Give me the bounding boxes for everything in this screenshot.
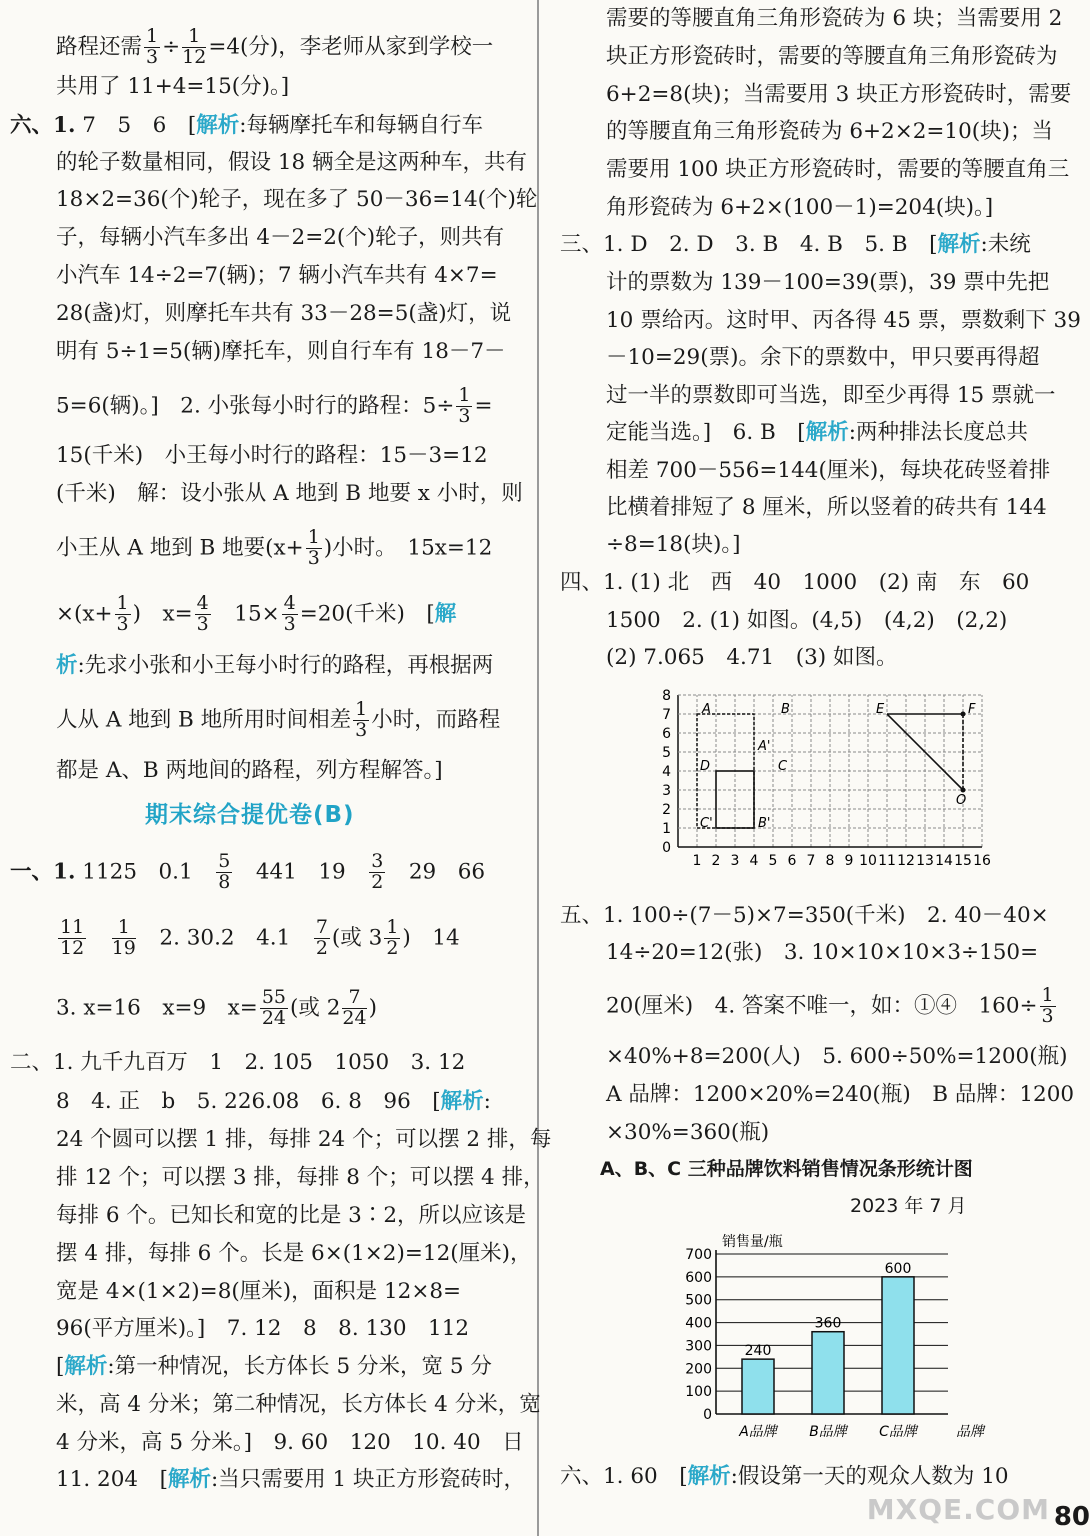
denominator: 12 xyxy=(182,45,207,68)
category-label: A品牌 xyxy=(739,1424,777,1440)
text-line: 比横着排短了 8 厘米，所以竖着的砖共有 144 xyxy=(606,495,1047,520)
numerator: 1 xyxy=(1041,984,1054,1006)
text-line: (2) 7.065 4.71 (3) 如图。 xyxy=(606,645,898,670)
text-line: 需要用 100 块正方形瓷砖时，需要的等腰直角三 xyxy=(606,157,1070,182)
y-tick-label: 8 xyxy=(662,688,671,704)
text-line xyxy=(10,1469,525,1491)
denominator: 3 xyxy=(146,45,159,68)
bar-value-label: 360 xyxy=(814,1315,842,1332)
text: =4(分)，李老师从家到学校一 xyxy=(208,34,494,60)
hint-label: 解析 xyxy=(167,1467,211,1492)
chart-xlabel: 品牌 xyxy=(956,1424,984,1440)
label-F: F xyxy=(968,702,976,717)
text: :未统 xyxy=(980,232,1031,257)
text: : xyxy=(483,1089,491,1114)
text-line: 14÷20=12(张) 3. 10×10×10×3÷150= xyxy=(606,940,1039,965)
bar-value-label: 240 xyxy=(744,1343,772,1360)
denominator: 3 xyxy=(307,546,320,569)
text-line: 块正方形瓷砖时，需要的等腰直角三角形瓷砖为 xyxy=(606,44,1058,69)
fraction xyxy=(353,700,369,741)
text-line xyxy=(10,386,492,427)
text-line: 6+2=8(块)；当需要用 3 块正方形瓷砖时，需要 xyxy=(606,82,1072,107)
text: 三、1. D 2. D 3. B 4. B 5. B [ xyxy=(560,232,938,257)
fraction xyxy=(369,852,385,893)
fraction xyxy=(115,594,131,635)
fraction xyxy=(1040,986,1056,1027)
text: 定能当选。] 6. B [ xyxy=(606,420,806,445)
text: 小王从 A 地到 B 地要(x+ xyxy=(56,535,304,561)
numerator: 11 xyxy=(60,916,85,938)
x-tick-label: 9 xyxy=(844,853,854,869)
denominator: 2 xyxy=(315,936,328,959)
y-tick-label: 0 xyxy=(662,840,671,856)
x-tick-label: 8 xyxy=(825,853,835,869)
text: (或 3 xyxy=(331,925,383,951)
text: ) 14 xyxy=(402,925,460,951)
text: ) xyxy=(368,995,377,1021)
text: =20(千米) [ xyxy=(299,601,435,627)
text-line: 96(平方厘米)。] 7. 12 8 8. 130 112 xyxy=(56,1316,470,1341)
bar xyxy=(742,1359,774,1414)
denominator: 2 xyxy=(371,870,384,893)
text-line: 都是 A、B 两地间的路程，列方程解答。] xyxy=(56,758,443,783)
text-line: 五、1. 100÷(7－5)×7=350(千米) 2. 40－40× xyxy=(560,903,1049,928)
numerator: 1 xyxy=(182,27,206,48)
text: :先求小张和小王每小时行的路程，再根据两 xyxy=(77,653,494,678)
text-line: 宽是 4×(1×2)=8(厘米)，面积是 12×8= xyxy=(56,1279,462,1304)
text: 2. 30.2 4.1 xyxy=(137,925,291,951)
text: 小时，而路程 xyxy=(371,707,501,733)
text: 29 66 xyxy=(408,859,486,885)
label-C: C xyxy=(778,759,788,774)
text-line: 小汽车 14÷2=7(辆)；7 辆小汽车共有 4×7= xyxy=(56,263,498,288)
text: )小时。 15x=12 xyxy=(323,535,493,561)
text: 六、1. 60 [ xyxy=(560,1464,688,1489)
y-tick-label: 5 xyxy=(662,745,671,761)
text-line xyxy=(10,988,377,1029)
text-line xyxy=(10,852,485,893)
text-line: 相差 700－556=144(厘米)，每块花砖竖着排 xyxy=(606,458,1051,483)
denominator: 24 xyxy=(342,1006,367,1029)
text-line: ÷8=18(块)。] xyxy=(606,532,741,557)
x-tick-label: 10 xyxy=(859,853,877,869)
x-tick-label: 11 xyxy=(878,853,896,869)
fraction xyxy=(384,918,400,959)
text-line: 排 12 个；可以摆 3 排，每排 8 个；可以摆 4 排， xyxy=(56,1165,545,1190)
x-tick-label: 12 xyxy=(897,853,915,869)
numerator: 55 xyxy=(261,986,286,1008)
text: :第一种情况，长方体长 5 分米，宽 5 分 xyxy=(107,1354,492,1379)
chart-ylabel: 销售量/瓶 xyxy=(722,1234,783,1250)
text-line xyxy=(10,918,460,959)
text-line xyxy=(560,422,1028,444)
text-line: 10 票给丙。这时甲、丙各得 45 票，票数剩下 39 xyxy=(606,308,1081,333)
numerator: 7 xyxy=(342,988,366,1009)
text-line: 四、1. (1) 北 西 40 1000 (2) 南 东 60 xyxy=(560,570,1030,595)
point-O xyxy=(961,788,966,793)
numerator: 7 xyxy=(315,916,328,938)
fraction xyxy=(195,594,211,635)
x-tick-label: 1 xyxy=(692,853,702,869)
numerator: 1 xyxy=(112,918,136,939)
text: 441 19 xyxy=(255,859,346,885)
x-tick-label: 6 xyxy=(787,853,797,869)
x-tick-label: 14 xyxy=(935,853,953,869)
y-tick-label: 2 xyxy=(662,802,671,818)
fraction xyxy=(282,594,298,635)
text-line: 米，高 4 分米；第二种情况，长方体长 4 分米，宽 xyxy=(56,1392,541,1417)
fraction xyxy=(456,386,472,427)
text: ) x= xyxy=(132,601,193,627)
numerator: 4 xyxy=(283,592,296,614)
chart-category-labels xyxy=(738,1424,919,1440)
bar-value-label: 600 xyxy=(884,1260,912,1277)
text-line xyxy=(10,115,483,137)
fraction xyxy=(216,852,232,893)
numerator: 1 xyxy=(386,916,399,938)
fraction xyxy=(182,27,206,68)
fraction xyxy=(342,988,366,1029)
denominator: 19 xyxy=(111,936,136,959)
column-divider xyxy=(537,0,539,1536)
text-line xyxy=(560,986,1058,1027)
text-line: A 品牌：1200×20%=240(瓶) B 品牌：1200 xyxy=(606,1082,1075,1107)
x-tick-label: 15 xyxy=(954,853,972,869)
numerator: 5 xyxy=(218,850,231,872)
x-tick-label: 4 xyxy=(749,853,759,869)
text-line: 的等腰直角三角形瓷砖为 6+2×2=10(块)；当 xyxy=(606,119,1054,144)
text: :每辆摩托车和每辆自行车 xyxy=(239,113,483,138)
label-D: D xyxy=(700,759,711,774)
text: 11. 204 [ xyxy=(56,1467,168,1492)
y-tick-label: 4 xyxy=(662,764,671,780)
denominator: 3 xyxy=(283,612,296,635)
x-tick-label: 16 xyxy=(973,853,991,869)
question-number: 一、1. xyxy=(10,859,76,885)
point-F xyxy=(961,712,966,717)
text: [ xyxy=(56,1354,65,1379)
question-number: 六、1. xyxy=(10,113,76,138)
y-tick-label: 300 xyxy=(685,1338,712,1355)
bar xyxy=(882,1277,914,1414)
label-O: O xyxy=(956,793,967,808)
hint-label: 解析 xyxy=(805,420,849,445)
numerator: 1 xyxy=(307,526,320,548)
y-tick-label: 600 xyxy=(685,1269,712,1286)
y-tick-label: 400 xyxy=(685,1315,712,1332)
category-label: C品牌 xyxy=(879,1424,917,1440)
text: ÷ xyxy=(162,34,181,60)
text-line: 4 分米，高 5 分米。] 9. 60 120 10. 40 日 xyxy=(56,1430,524,1455)
text-line: 28(盏)灯，则摩托车共有 33－28=5(盏)灯，说 xyxy=(56,301,512,326)
text-line: 计的票数为 139－100=39(票)，39 票中先把 xyxy=(606,270,1050,295)
y-tick-label: 200 xyxy=(685,1361,712,1378)
text-line: 过一半的票数即可当选，即至少再得 15 票就一 xyxy=(606,383,1056,408)
x-tick-label: 2 xyxy=(711,853,721,869)
text-line xyxy=(10,700,500,741)
text-line xyxy=(10,1091,491,1113)
text-line xyxy=(10,1356,492,1378)
text-line: 每排 6 个。已知长和宽的比是 3∶2，所以应该是 xyxy=(56,1203,527,1228)
text-line: －10=29(票)。余下的票数中，甲只要再得超 xyxy=(606,345,1040,370)
text-line: 角形瓷砖为 6+2×(100－1)=204(块)。] xyxy=(606,195,994,220)
bar-chart xyxy=(678,1228,998,1448)
y-tick-label: 7 xyxy=(662,707,671,723)
text: 8 4. 正 b 5. 226.08 6. 8 96 [ xyxy=(56,1089,441,1114)
denominator: 12 xyxy=(60,936,85,959)
text: 3. x=16 x=9 x= xyxy=(56,995,258,1021)
page-number: 80 xyxy=(1053,1502,1090,1532)
hint-label: 解析 xyxy=(64,1354,108,1379)
text-line: (千米) 解：设小张从 A 地到 B 地要 x 小时，则 xyxy=(56,481,523,506)
text-line xyxy=(10,528,492,569)
text-line: 的轮子数量相同，假设 18 辆全是这两种车，共有 xyxy=(56,150,528,175)
numerator: 4 xyxy=(196,592,209,614)
y-tick-label: 6 xyxy=(662,726,671,742)
text: (或 2 xyxy=(290,995,341,1021)
text: ×(x+ xyxy=(56,601,113,627)
x-tick-label: 3 xyxy=(730,853,740,869)
y-tick-label: 1 xyxy=(662,821,671,837)
text-line: 二、1. 九千九百万 1 2. 105 1050 3. 12 xyxy=(10,1050,466,1075)
text-line xyxy=(10,655,493,677)
coordinate-grid-figure xyxy=(650,688,1010,884)
fraction xyxy=(260,988,288,1029)
text-line: 15(千米) 小王每小时行的路程：15－3=12 xyxy=(56,443,488,468)
section-title: 期末综合提优卷(B) xyxy=(145,802,355,828)
text: 路程还需 xyxy=(56,34,143,60)
label-A-prime: A' xyxy=(758,739,771,754)
text-line xyxy=(10,27,493,68)
fraction xyxy=(144,27,160,68)
text-line: ×30%=360(瓶) xyxy=(606,1120,770,1145)
text-line: 18×2=36(个)轮子，现在多了 50－36=14(个)轮 xyxy=(56,187,538,212)
chart-y-tick-labels xyxy=(685,1247,712,1423)
x-tick-label: 5 xyxy=(768,853,778,869)
denominator: 3 xyxy=(196,612,209,635)
hint-label: 解析 xyxy=(937,232,981,257)
label-B: B xyxy=(781,702,790,717)
text: 人从 A 地到 B 地所用时间相差 xyxy=(56,707,352,733)
denominator: 8 xyxy=(218,870,231,893)
x-tick-label: 13 xyxy=(916,853,934,869)
denominator: 24 xyxy=(261,1006,286,1029)
hint-label: 解析 xyxy=(440,1089,484,1114)
text: 5=6(辆)。] 2. 小张每小时行的路程：5÷ xyxy=(56,393,455,419)
y-tick-label: 500 xyxy=(685,1292,712,1309)
point-labels xyxy=(700,702,976,831)
label-B-prime: B' xyxy=(758,816,771,831)
text: 1125 0.1 xyxy=(75,859,193,885)
text: 15× xyxy=(212,601,280,627)
label-C-prime: C' xyxy=(700,816,713,831)
text: :当只需要用 1 块正方形瓷砖时， xyxy=(210,1467,526,1492)
numerator: 1 xyxy=(146,25,159,47)
watermark: MXQE.COM xyxy=(866,1493,1050,1526)
text-line: 共用了 11+4=15(分)。] xyxy=(56,74,290,99)
fraction xyxy=(112,918,136,959)
text: :假设第一天的观众人数为 10 xyxy=(730,1464,1009,1489)
y-tick-label: 0 xyxy=(703,1407,712,1423)
text: :两种排法长度总共 xyxy=(848,420,1028,445)
text-line: 24 个圆可以摆 1 排，每排 24 个；可以摆 2 排，每 xyxy=(56,1127,552,1152)
text-line xyxy=(560,1466,1009,1488)
text-line xyxy=(10,594,456,635)
denominator: 3 xyxy=(355,718,368,741)
text-line: 1500 2. (1) 如图。(4,5) (4,2) (2,2) xyxy=(606,608,1008,633)
text-line: ×40%+8=200(人) 5. 600÷50%=1200(瓶) xyxy=(606,1044,1068,1069)
hint-label: 析 xyxy=(56,653,78,678)
numerator: 1 xyxy=(458,384,471,406)
denominator: 3 xyxy=(458,404,471,427)
text: 20(厘米) 4. 答案不唯一，如：①④ 160÷ xyxy=(606,993,1038,1019)
text-line: 需要的等腰直角三角形瓷砖为 6 块；当需要用 2 xyxy=(606,6,1063,31)
denominator: 2 xyxy=(386,936,399,959)
bar xyxy=(812,1332,844,1414)
text: = xyxy=(474,393,493,419)
text-line: 子，每辆小汽车多出 4－2=2(个)轮子，则共有 xyxy=(56,225,505,250)
numerator: 3 xyxy=(371,850,384,872)
y-tick-label: 100 xyxy=(685,1384,712,1401)
denominator: 3 xyxy=(116,612,129,635)
text-line: 摆 4 排，每排 6 个。长是 6×(1×2)=12(厘米)， xyxy=(56,1241,532,1266)
chart-subtitle: 2023 年 7 月 xyxy=(850,1195,967,1217)
fraction xyxy=(306,528,322,569)
grid-tick-labels xyxy=(662,688,991,869)
numerator: 1 xyxy=(355,698,368,720)
category-label: B品牌 xyxy=(809,1424,847,1440)
hint-label: 解析 xyxy=(687,1464,731,1489)
fraction xyxy=(58,918,86,959)
hint-label: 解析 xyxy=(196,113,240,138)
chart-title: A、B、C 三种品牌饮料销售情况条形统计图 xyxy=(600,1158,973,1180)
fraction xyxy=(314,918,330,959)
y-tick-label: 700 xyxy=(685,1247,712,1263)
text-line: 明有 5÷1=5(辆)摩托车，则自行车有 18－7－ xyxy=(56,339,506,364)
numerator: 1 xyxy=(116,592,129,614)
denominator: 3 xyxy=(1041,1004,1054,1027)
text: 7 5 6 [ xyxy=(75,113,197,138)
label-E: E xyxy=(876,702,885,717)
x-tick-label: 7 xyxy=(806,853,816,869)
label-A: A xyxy=(702,702,711,717)
text-line xyxy=(560,234,1031,256)
hint-label: 解 xyxy=(434,601,457,627)
y-tick-label: 3 xyxy=(662,783,671,799)
